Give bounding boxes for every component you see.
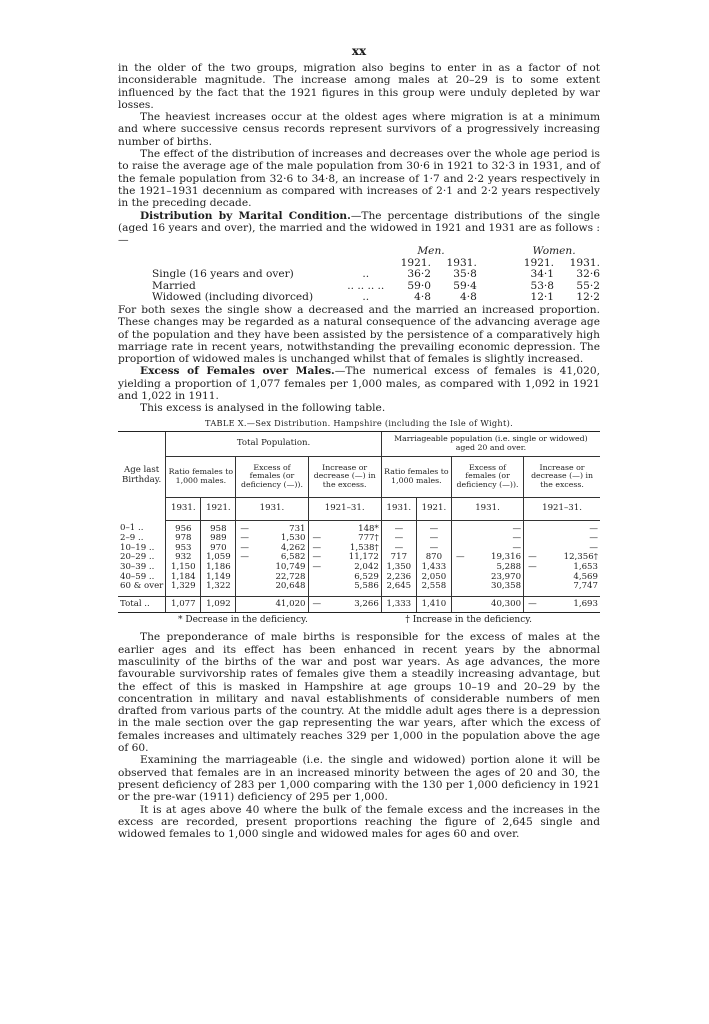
row-label: Married: [152, 279, 196, 292]
value-cell: —: [524, 596, 545, 613]
value-cell: 6,582: [280, 552, 306, 563]
value-cell: —: [236, 520, 257, 534]
value-cell: 1,350: [381, 563, 416, 573]
value: 34·1: [530, 268, 555, 281]
value-cell: 1,149: [201, 573, 236, 583]
value-cell: [451, 573, 472, 583]
paragraph: in the older of the two groups, migration also begins to enter in as a factor of not inconsiderable magnitude. The increase among males at 20–29 is to some extent influenced by the fact that the 1921 figures in this group were unduly depleted by war losses.: [118, 62, 600, 111]
value-cell: 2,236: [381, 573, 416, 583]
value: 36·2: [407, 268, 431, 281]
increase-header: Increase or decrease (—) in the excess.: [308, 456, 381, 497]
age-cell: 0–1 ..: [120, 523, 144, 534]
value-cell: —: [512, 523, 522, 534]
value-cell: 958: [201, 520, 236, 534]
value-cell: [451, 596, 472, 613]
value-cell: 870: [416, 553, 451, 563]
paragraph: The heaviest increases occur at the oldest ages where migration is at a minimum and where successive census records represent survivors of a progressively increasing number of births.: [118, 111, 600, 148]
paragraph: The effect of the distribution of increases and decreases over the whole age period is to raise the average age of the male population from 30·6 in 1921 to 32·3 in 1931, and of the female population from 32·6 to 34·8, an increase of 1·7 and 2·2 years respectively in the 1921–1931 decennium as compared with increases of 2·1 and 2·2 years respectively in the preceding decade.: [118, 148, 600, 210]
value: 12·2: [576, 291, 600, 304]
value-cell: 970: [201, 544, 236, 554]
value-cell: 7,747: [573, 581, 598, 592]
women-header: Women.: [532, 245, 576, 258]
age-cell: 30–39 ..: [120, 562, 155, 572]
value-cell: 1,693: [544, 596, 600, 613]
page: [118, 44, 600, 840]
value-cell: [236, 596, 257, 613]
marriageable-population-header: Marriageable population (i.e. single or widowed) aged 20 and over.: [381, 431, 600, 456]
value-cell: —: [381, 520, 416, 534]
men-header: Men.: [417, 245, 445, 258]
footnote: † Increase in the deficiency.: [405, 615, 532, 626]
value-cell: [236, 563, 257, 573]
value-cell: 11,172: [348, 552, 379, 563]
year-header: 1931.: [569, 256, 600, 269]
year-header: 1921.: [400, 256, 431, 269]
paragraph: Examining the marriageable (i.e. the single and widowed) portion alone it will be observed that females are in an increased minority between the ages of 20 and 30, the present deficiency of 283 per 1,000 comparing with the 130 per 1,000 deficiency in 1921 or the pre-war (1911) deficiency of 295 per 1,000.: [118, 754, 600, 804]
year-header: 1921–31.: [308, 497, 381, 520]
value: 12·1: [530, 291, 555, 304]
value-cell: —: [236, 553, 257, 563]
row-label: Single (16 years and over): [152, 268, 294, 281]
value-cell: 1,184: [166, 573, 201, 583]
value-cell: 19,316: [490, 552, 522, 563]
value-cell: [451, 534, 472, 544]
value-cell: [524, 534, 545, 544]
value-cell: —: [512, 542, 522, 553]
value-cell: [524, 520, 545, 534]
value-cell: 1,653: [573, 562, 598, 572]
value: 32·6: [576, 268, 600, 281]
section-heading: Distribution by Marital Condition.: [140, 209, 351, 222]
age-cell: Total ..: [118, 596, 166, 613]
value-cell: [451, 582, 472, 596]
value-cell: 30,358: [490, 581, 522, 592]
marital-condition-table: [118, 246, 600, 304]
value-cell: [308, 573, 329, 583]
age-cell: 40–59 ..: [120, 571, 155, 582]
year-header: 1931.: [451, 497, 523, 520]
paragraph: For both sexes the single show a decreased and the married an increased proportion. These changes may be regarded as a natural consequence of the advancing average age of the population and they have been assisted by the persistence of a comparatively high marriage rate in recent years, notwithstanding the prevailing economic depression. The proportion of widowed males is unchanged whilst that of females is slightly increased.: [118, 303, 600, 366]
value-cell: 6,529: [354, 571, 379, 582]
value-cell: —: [524, 553, 545, 563]
value-cell: 2,050: [416, 573, 451, 583]
value-cell: —: [524, 563, 545, 573]
marital-row: [118, 292, 600, 304]
value-cell: 23,970: [490, 571, 522, 582]
table-row: [118, 520, 600, 534]
age-header: Age last Birthday.: [118, 431, 166, 520]
value-cell: 1,530: [280, 533, 306, 544]
value-cell: —: [451, 553, 472, 563]
value-cell: —: [416, 520, 451, 534]
value-cell: 12,356†: [563, 552, 598, 563]
value-cell: 1,059: [201, 553, 236, 563]
value-cell: [308, 582, 329, 596]
value-cell: —: [308, 553, 329, 563]
table-footnotes: [118, 613, 600, 631]
table-total-row: [118, 596, 600, 613]
section-heading: Excess of Females over Males.: [140, 365, 335, 378]
value-cell: 1,433: [416, 563, 451, 573]
sex-distribution-table: [118, 431, 600, 614]
paragraph-text: —The percentage distributions of the single (aged 16 years and over), the married and the widowed in 1921 and 1931 are as follows :—: [118, 209, 600, 247]
row-label: Widowed (including divorced): [152, 291, 314, 304]
value-cell: 1,333: [381, 596, 416, 613]
year-header: 1921.: [416, 497, 451, 520]
value-cell: 1,077: [166, 596, 201, 613]
value-cell: 2,558: [416, 582, 451, 596]
total-population-header: Total Population.: [166, 431, 382, 456]
value-cell: —: [512, 533, 522, 544]
value: 35·8: [453, 268, 477, 281]
value-cell: 731: [289, 523, 306, 534]
excess-header: Excess of females (or deficiency (—)).: [236, 456, 308, 497]
value-cell: 717: [381, 553, 416, 563]
value-cell: —: [236, 544, 257, 554]
year-header: 1921.: [523, 256, 555, 269]
value-cell: —: [236, 534, 257, 544]
ratio-header: Ratio females to 1,000 males.: [381, 456, 451, 497]
value-cell: —: [416, 534, 451, 544]
leader-dots: ..: [362, 268, 370, 281]
table-row: [118, 582, 600, 596]
value-cell: [524, 573, 545, 583]
value-cell: —: [308, 563, 329, 573]
value-cell: 989: [201, 534, 236, 544]
value-cell: 41,020: [256, 596, 308, 613]
value-cell: 1,329: [166, 582, 201, 596]
value-cell: 978: [166, 534, 201, 544]
footnote: * Decrease in the deficiency.: [178, 615, 308, 626]
value-cell: [451, 563, 472, 573]
table-caption: TABLE X.—Sex Distribution. Hampshire (including the Isle of Wight).: [205, 417, 513, 428]
value-cell: —: [381, 544, 416, 554]
value-cell: 10,749: [275, 562, 306, 572]
value: 53·8: [530, 279, 555, 292]
age-cell: 60 & over: [120, 581, 164, 592]
value-cell: 40,300: [472, 596, 524, 613]
value-cell: [236, 573, 257, 583]
value-cell: 1,538†: [349, 542, 379, 553]
value: 55·2: [576, 279, 600, 292]
value-cell: —: [308, 596, 329, 613]
value-cell: 932: [166, 553, 201, 563]
value-cell: 4,262: [280, 542, 306, 553]
value: 59·0: [407, 279, 431, 292]
value-cell: —: [308, 544, 329, 554]
value-cell: 2,042: [354, 562, 379, 572]
year-header: 1931.: [236, 497, 308, 520]
value-cell: 2,645: [381, 582, 416, 596]
value-cell: 5,586: [354, 581, 379, 592]
age-cell: 2–9 ..: [120, 533, 144, 544]
value-cell: [524, 582, 545, 596]
value-cell: [308, 520, 329, 534]
year-header: 1931.: [166, 497, 201, 520]
year-header: 1931.: [381, 497, 416, 520]
value: 59·4: [453, 279, 477, 292]
value-cell: —: [589, 542, 598, 553]
value-cell: 1,092: [201, 596, 236, 613]
value-cell: 5,288: [496, 562, 522, 572]
paragraph: The preponderance of male births is responsible for the excess of males at the earlier ages and its effect has been enhanced in recent years by the abnormal masculinity of the births of the war and post war years. As age advances, the more favourable survivorship rates of females give them a steadily increasing advantage, but the effect of this is masked in Hampshire at age groups 10–19 and 20–29 by the concentration in military and naval establishments of considerable numbers of men drafted from various parts of the country. At the middle adult ages there is a depression in the male section over the gap representing the war years, after which the excess of females increases and ultimately reaches 329 per 1,000 in the population above the age of 60.: [118, 631, 600, 755]
paragraph: This excess is analysed in the following table.: [140, 402, 386, 415]
value-cell: 4,569: [573, 571, 598, 582]
increase-header: Increase or decrease (—) in the excess.: [524, 456, 600, 497]
value-cell: 953: [166, 544, 201, 554]
age-cell: 20–29 ..: [120, 552, 155, 563]
value: 4·8: [414, 291, 431, 304]
value-cell: —: [308, 534, 329, 544]
leader-dots: ..: [362, 291, 370, 304]
value-cell: 148*: [358, 523, 379, 534]
value-cell: —: [589, 533, 598, 544]
value-cell: 20,648: [275, 581, 306, 592]
value-cell: —: [416, 544, 451, 554]
leader-dots: .. .. .. ..: [347, 279, 385, 292]
paragraph: [118, 210, 600, 247]
page-number: xx: [351, 44, 367, 58]
paragraph-text: —The numerical excess of females is 41,020, yielding a proportion of 1,077 females per 1,000 males, as compared with 1,092 in 1921 and 1,022 in 1911.: [118, 365, 601, 403]
year-header: 1921–31.: [524, 497, 600, 520]
paragraph: It is at ages above 40 where the bulk of the female excess and the increases in the excess are recorded, present proportions reaching the figure of 2,645 single and widowed females to 1,000 single and widowed males for ages 60 and over.: [118, 803, 600, 841]
year-header: 1931.: [446, 256, 477, 269]
value: 4·8: [460, 291, 477, 304]
value-cell: [451, 520, 472, 534]
paragraph: [118, 365, 600, 402]
excess-header: Excess of females (or deficiency (—)).: [451, 456, 523, 497]
age-cell: 10–19 ..: [120, 542, 155, 553]
value-cell: —: [589, 523, 598, 534]
value-cell: 956: [166, 520, 201, 534]
value-cell: [236, 582, 257, 596]
value-cell: 1,150: [166, 563, 201, 573]
value-cell: 777†: [358, 533, 379, 544]
value-cell: —: [381, 534, 416, 544]
ratio-header: Ratio females to 1,000 males.: [166, 456, 236, 497]
value-cell: 3,266: [329, 596, 382, 613]
value-cell: 1,322: [201, 582, 236, 596]
value-cell: 1,186: [201, 563, 236, 573]
value-cell: 22,728: [275, 571, 306, 582]
year-header: 1921.: [201, 497, 236, 520]
value-cell: 1,410: [416, 596, 451, 613]
